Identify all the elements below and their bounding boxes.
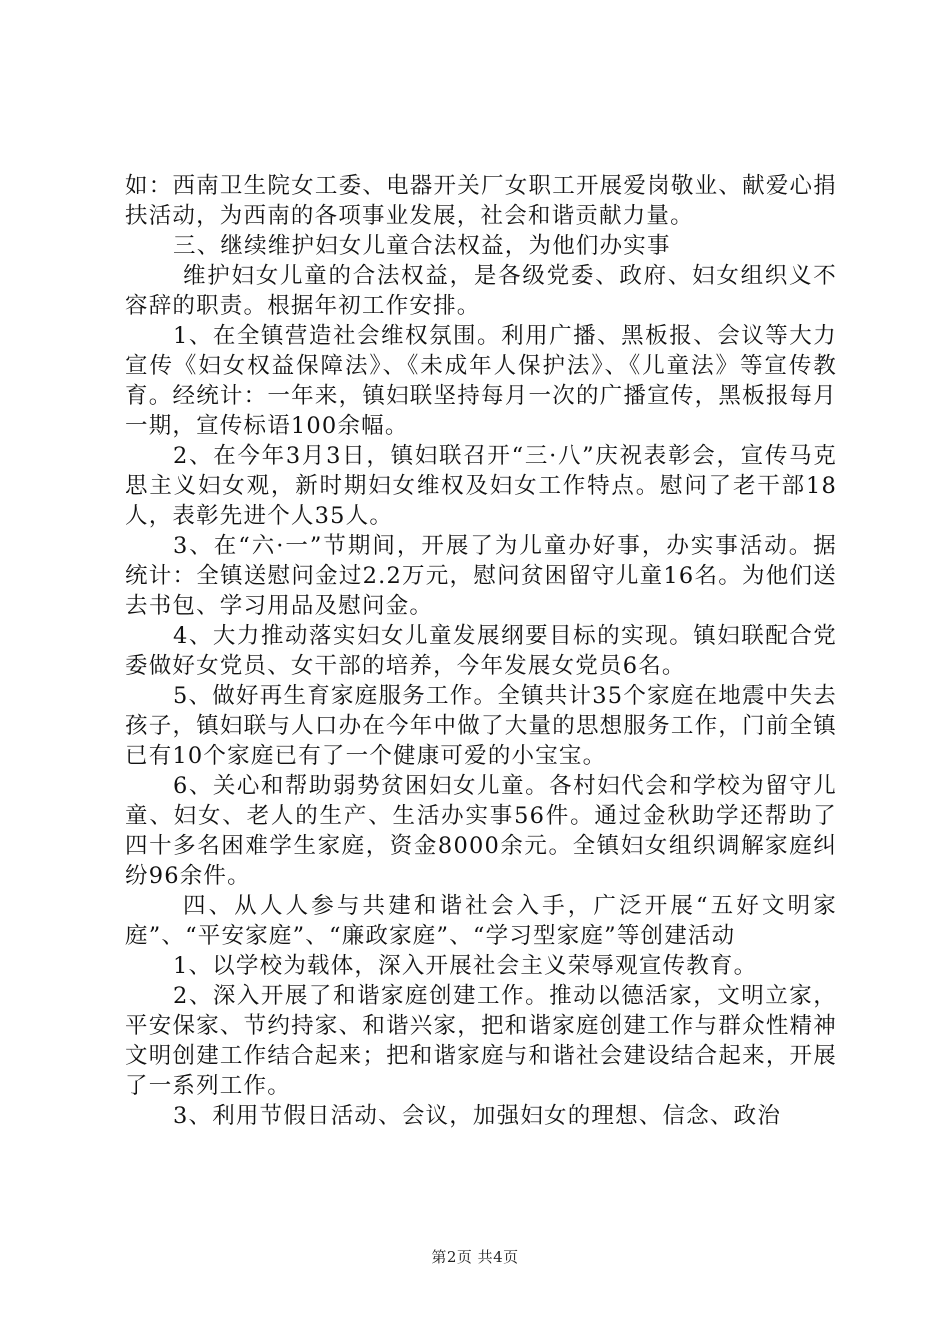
list-item-5: 5、做好再生育家庭服务工作。全镇共计35个家庭在地震中失去孩子，镇妇联与人口办在今年中做了大量的思想服务工作，门前全镇已有10个家庭已有了一个健康可爱的小宝宝。 — [125, 683, 837, 769]
list-item-4-2: 2、深入开展了和谐家庭创建工作。推动以德活家，文明立家，平安保家、节约持家、和谐兴家，把和谐家庭创建工作与群众性精神文明创建工作结合起来；把和谐家庭与和谐社会建设结合起来，开展了一系列工作。 — [125, 983, 837, 1099]
page-number-footer: 第2页 共4页 — [431, 1248, 519, 1266]
paragraph-intro: 维护妇女儿童的合法权益，是各级党委、政府、妇女组织义不容辞的职责。根据年初工作安排。 — [125, 263, 837, 319]
document-body — [125, 171, 837, 1131]
list-item-2: 2、在今年3月3日，镇妇联召开“三·八”庆祝表彰会，宣传马克思主义妇女观，新时期妇女维权及妇女工作特点。慰问了老干部18人，表彰先进个人35人。 — [125, 443, 837, 529]
section-heading-4: 四、从人人参与共建和谐社会入手，广泛开展“五好文明家庭”、“平安家庭”、“廉政家庭”、“学习型家庭”等创建活动 — [125, 893, 837, 949]
list-item-3: 3、在“六·一”节期间，开展了为儿童办好事，办实事活动。据统计：全镇送慰问金过2.2万元，慰问贫困留守儿童16名。为他们送去书包、学习用品及慰问金。 — [125, 533, 837, 619]
list-item-4-3: 3、利用节假日活动、会议，加强妇女的理想、信念、政治 — [173, 1103, 782, 1129]
paragraph-continuation: 如：西南卫生院女工委、电器开关厂女职工开展爱岗敬业、献爱心捐扶活动，为西南的各项事业发展，社会和谐贡献力量。 — [125, 173, 837, 229]
list-item-4-1: 1、以学校为载体，深入开展社会主义荣辱观宣传教育。 — [173, 953, 758, 979]
list-item-4: 4、大力推动落实妇女儿童发展纲要目标的实现。镇妇联配合党委做好女党员、女干部的培养，今年发展女党员6名。 — [125, 623, 837, 679]
section-heading-3: 三、继续维护妇女儿童合法权益，为他们办实事 — [173, 233, 671, 259]
list-item-6: 6、关心和帮助弱势贫困妇女儿童。各村妇代会和学校为留守儿童、妇女、老人的生产、生活办实事56件。通过金秋助学还帮助了四十多名困难学生家庭，资金8000余元。全镇妇女组织调解家庭纠纷96余件。 — [125, 773, 837, 889]
list-item-1: 1、在全镇营造社会维权氛围。利用广播、黑板报、会议等大力宣传《妇女权益保障法》、《未成年人保护法》、《儿童法》等宣传教育。经统计：一年来，镇妇联坚持每月一次的广播宣传，黑板报每月一期，宣传标语100余幅。 — [125, 323, 837, 439]
